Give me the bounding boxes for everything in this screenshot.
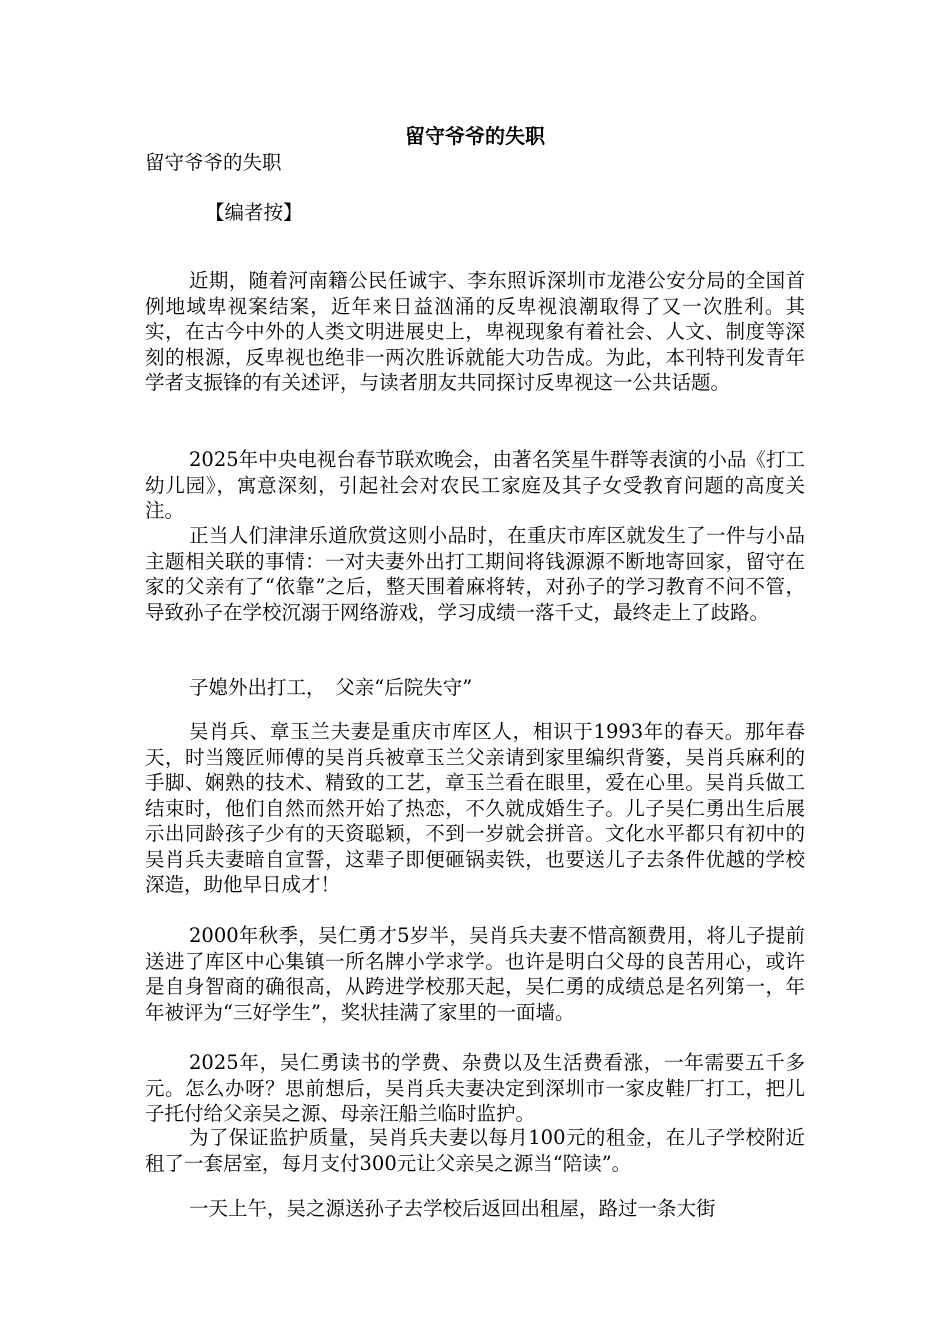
paragraph [145, 1050, 805, 1127]
paragraph [145, 923, 805, 1025]
paragraph-text: 近期，随着河南籍公民任诚宇、李东照诉深圳市龙港公安分局的全国首例地域卑视案结案，近年来日益汹涌的反卑视浪潮取得了又一次胜利。其实，在古今中外的人类文明进展史上，卑视现象有着社会、人文、制度等深刻的根源，反卑视也绝非一两次胜诉就能大功告成。为此，本刊特刊发青年学者支振锋的有关述评，与读者朋友共同探讨反卑视这一公共话题。 [145, 269, 805, 394]
document-title: 留守爷爷的失职 [405, 124, 545, 148]
paragraph [145, 1125, 805, 1176]
editor-note-heading: 【编者按】 [205, 201, 303, 224]
document-subtitle: 留守爷爷的失职 [145, 151, 282, 174]
paragraph-text: 吴肖兵、章玉兰夫妻是重庆市库区人，相识于1993年的春天。那年春天，时当篾匠师傅的吴肖兵被章玉兰父亲请到家里编织背篓，吴肖兵麻利的手脚、娴熟的技术、精致的工艺，章玉兰看在眼里，爱在心里。吴肖兵做工结束时，他们自然而然开始了热恋，不久就成婚生子。儿子吴仁勇出生后展示出同龄孩子少有的天资聪颖，不到一岁就会拼音。文化水平都只有初中的吴肖兵夫妻暗自宣誓，这辈子即便砸锅卖铁，也要送儿子去条件优越的学校深造，助他早日成才！ [145, 720, 805, 896]
paragraph [145, 1196, 805, 1222]
paragraph-text: 2025年，吴仁勇读书的学费、杂费以及生活费看涨，一年需要五千多元。怎么办呀？思前想后，吴肖兵夫妻决定到深圳市一家皮鞋厂打工，把儿子托付给父亲吴之源、母亲汪船兰临时监护。 [145, 1051, 805, 1125]
paragraph-text: 为了保证监护质量，吴肖兵夫妻以每月100元的租金，在儿子学校附近租了一套居室，每月支付300元让父亲吴之源当“陪读”。 [145, 1126, 805, 1175]
paragraph-text: 2025年中央电视台春节联欢晚会，由著名笑星牛群等表演的小品《打工幼儿园》，寓意深刻，引起社会对农民工家庭及其子女受教育问题的高度关注。 [145, 448, 805, 522]
paragraph [145, 268, 805, 396]
paragraph-text: 正当人们津津乐道欣赏这则小品时，在重庆市库区就发生了一件与小品主题相关联的事情：一对夫妻外出打工期间将钱源源不断地寄回家，留守在家的父亲有了“依靠”之后，整天围着麻将转，对孙子的学习教育不问不管，导致孙子在学校沉溺于网络游戏，学习成绩一落千丈，最终走上了歧路。 [145, 524, 805, 624]
paragraph-text: 2000年秋季，吴仁勇才5岁半，吴肖兵夫妻不惜高额费用，将儿子提前送进了库区中心集镇一所名牌小学求学。也许是明白父母的良苦用心，或许是自身智商的确很高，从跨进学校那天起，吴仁勇的成绩总是名列第一，年年被评为“三好学生”，奖状挂满了家里的一面墙。 [145, 924, 805, 1024]
paragraph-text: 一天上午，吴之源送孙子去学校后返回出租屋，路过一条大街 [189, 1197, 716, 1220]
section-heading-text: 子媳外出打工， 父亲“后院失守” [189, 676, 473, 699]
section-heading [145, 675, 805, 701]
paragraph [145, 719, 805, 898]
paragraph [145, 447, 805, 524]
paragraph [145, 523, 805, 625]
